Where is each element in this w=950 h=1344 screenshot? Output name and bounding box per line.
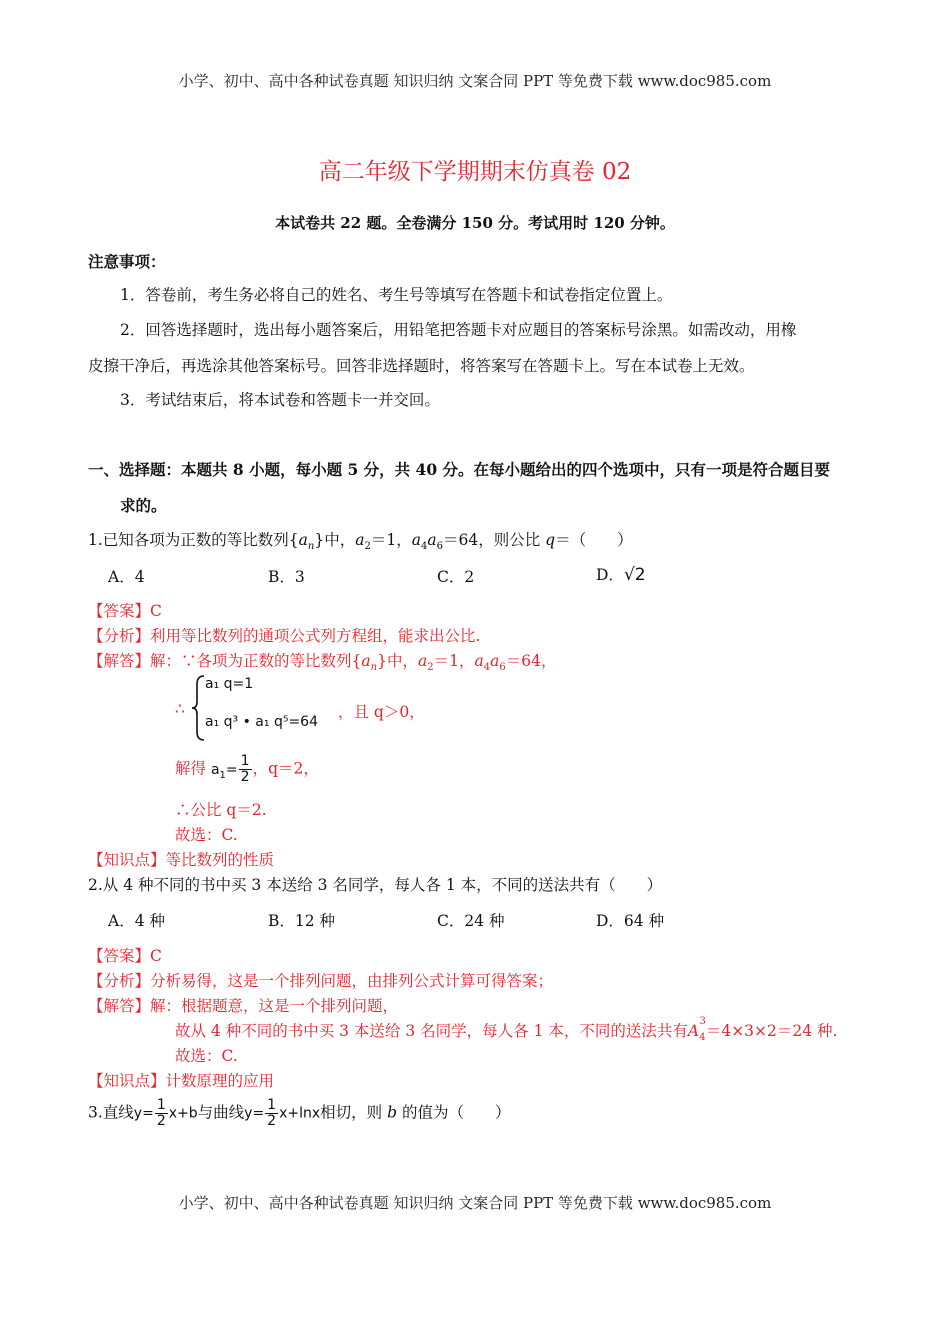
q1-knowledge: 【知识点】等比数列的性质 <box>88 851 275 869</box>
question-3-stem: 3.直线y= $\frac{1}{2}$ x+b与曲线y= $\frac{1}{2}$ x+lnx相切，则 b 的值为（ ） <box>88 1097 511 1129</box>
q2-option-a: A．4 种 <box>108 912 165 930</box>
notice-item-2-line-1: 2．回答选择题时，选出每小题答案后，用铅笔把答题卡对应题目的答案标号涂黑。如需改动，用橡 <box>120 321 797 339</box>
q2-knowledge: 【知识点】计数原理的应用 <box>88 1072 275 1090</box>
therefore-symbol: ∴ <box>175 700 185 718</box>
notice-item-1: 1．答卷前，考生务必将自己的姓名、考生号等填写在答题卡和试卷指定位置上。 <box>120 286 673 304</box>
q1-choose: 故选：C. <box>175 826 238 844</box>
q2-option-d: D．64 种 <box>596 912 665 930</box>
page-footer: 小学、初中、高中各种试卷真题 知识归纳 文案合同 PPT 等免费下载 www.doc985.com <box>178 1194 772 1212</box>
q1-option-d: D．√2 <box>596 565 646 585</box>
notice-item-3: 3．考试结束后，将本试卷和答题卡一并交回。 <box>120 391 440 409</box>
fraction-one-half: $\frac{1}{2}$ <box>240 753 250 785</box>
system-equation-2: a₁ q³ • a₁ q⁵=64 <box>205 714 318 730</box>
q2-solution: 【解答】解：根据题意，这是一个排列问题， <box>88 997 399 1015</box>
sqrt2-formula: √2 <box>623 565 646 585</box>
q1-analysis: 【分析】利用等比数列的通项公式列方程组，能求出公比. <box>88 627 481 645</box>
q1-answer: 【答案】C <box>88 602 162 620</box>
notice-heading: 注意事项： <box>88 252 166 271</box>
q2-choose: 故选：C. <box>175 1047 238 1065</box>
page-title: 高二年级下学期期末仿真卷 02 <box>318 159 632 185</box>
section-heading-cont: 求的。 <box>120 496 167 515</box>
q1-option-a: A．4 <box>108 568 145 586</box>
page-header: 小学、初中、高中各种试卷真题 知识归纳 文案合同 PPT 等免费下载 www.doc985.com <box>178 72 772 90</box>
q2-option-b: B．12 种 <box>268 912 336 930</box>
section-heading: 一、选择题：本题共 8 小题，每小题 5 分，共 40 分。在每小题给出的四个选项中，只有一项是符合题目要 <box>88 460 831 479</box>
q1-solve-line: 解得 $a_1=$ $\frac{1}{2}$ ，q＝2， <box>175 753 319 785</box>
exam-info: 本试卷共 22 题。全卷满分 150 分。考试用时 120 分钟。 <box>275 214 675 232</box>
q1-option-c: C．2 <box>437 568 475 586</box>
system-equation-1: a₁ q=1 <box>205 676 254 692</box>
system-condition: ，且 q＞0， <box>338 703 425 721</box>
q2-answer: 【答案】C <box>88 947 162 965</box>
q2-analysis: 【分析】分析易得，这是一个排列问题，由排列公式计算可得答案； <box>88 972 554 990</box>
q2-solution-detail: 故从 4 种不同的书中买 3 本送给 3 名同学，每人各 1 本，不同的送法共有$A_4^3=4\times 3\times 2=24$ 种. <box>175 1015 838 1044</box>
q1-option-b: B．3 <box>268 568 305 586</box>
notice-item-2-line-2: 皮擦干净后，再选涂其他答案标号。回答非选择题时，将答案写在答题卡上。写在本试卷上无效。 <box>88 357 755 375</box>
q2-option-c: C．24 种 <box>437 912 505 930</box>
question-2-stem: 2.从 4 种不同的书中买 3 本送给 3 名同学，每人各 1 本，不同的送法共有（ ） <box>88 876 663 894</box>
q1-solution: 【解答】解：∵各项为正数的等比数列$\{a_n\}$中，$a_2=1$，$a_4a_6=64$， <box>88 652 557 674</box>
question-1-stem: 1.已知各项为正数的等比数列$\{a_n\}$中，$a_2=1$，$a_4a_6=64$，则公比 q＝（ ） <box>88 531 633 553</box>
q1-conclusion: ∴公比 q＝2. <box>175 801 267 819</box>
